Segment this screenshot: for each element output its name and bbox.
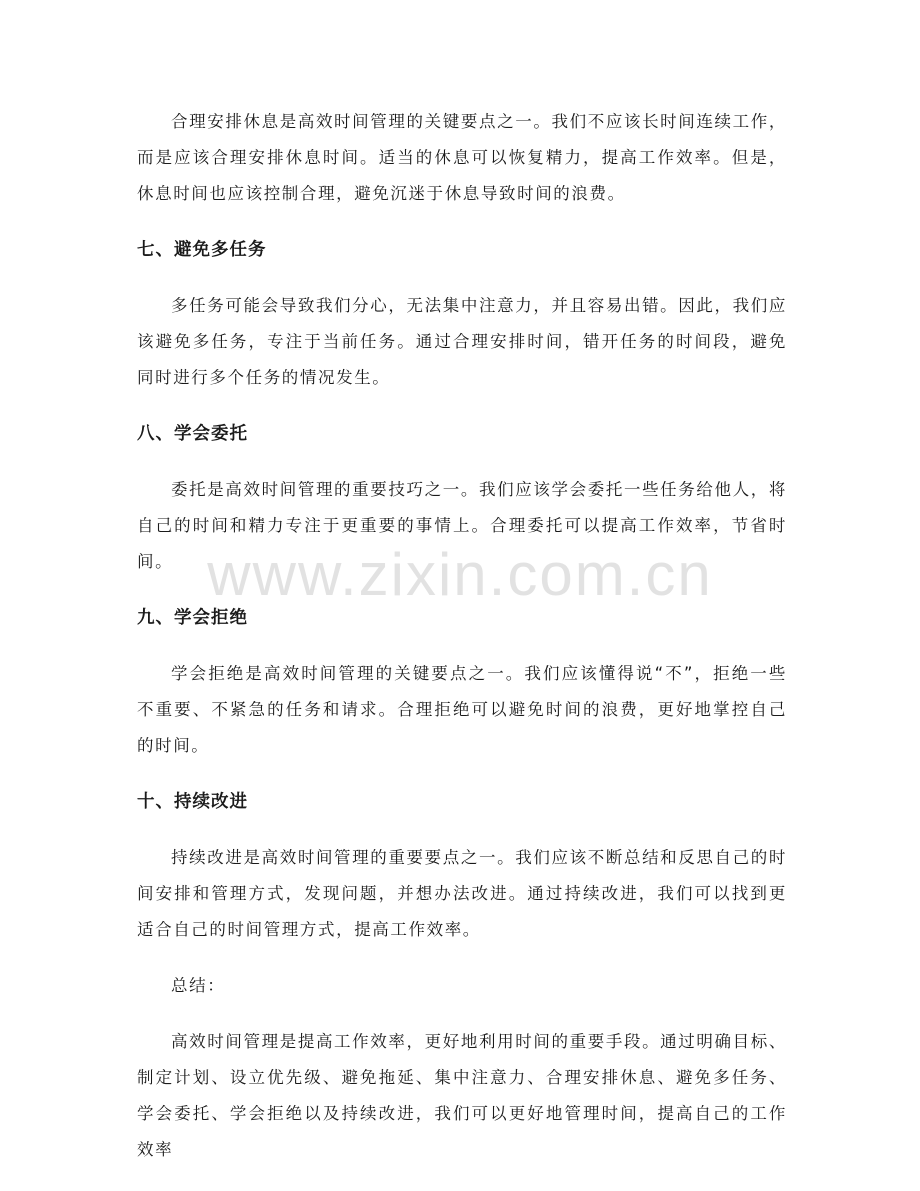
paragraph-rest-arrangement: 合理安排休息是高效时间管理的关键要点之一。我们不应该长时间连续工作，而是应该合理安排休息时间。适当的休息可以恢复精力，提高工作效率。但是，休息时间也应该控制合理，避免沉迷于休息导致时间的浪费。 (137, 112, 787, 203)
section-heading-delegation: 八、学会委托 (137, 424, 248, 444)
paragraph-avoid-multitasking: 多任务可能会导致我们分心，无法集中注意力，并且容易出错。因此，我们应该避免多任务，专注于当前任务。通过合理安排时间，错开任务的时间段，避免同时进行多个任务的情况发生。 (137, 296, 787, 387)
watermark-text: www.zixin.com.cn (207, 541, 713, 608)
summary-label: 总结： (171, 976, 226, 995)
document-body (137, 104, 787, 1168)
paragraph-summary: 高效时间管理是提高工作效率，更好地利用时间的重要手段。通过明确目标、制定计划、设立优先级、避免拖延、集中注意力、合理安排休息、避免多任务、学会委托、学会拒绝以及持续改进，我们可以更好地管理时间，提高自己的工作效率 (137, 1032, 787, 1159)
section-heading-avoid-multitasking: 七、避免多任务 (137, 240, 267, 260)
paragraph-refusal: 学会拒绝是高效时间管理的关键要点之一。我们应该懂得说“不”，拒绝一些不重要、不紧急的任务和请求。合理拒绝可以避免时间的浪费，更好地掌控自己的时间。 (137, 664, 787, 755)
section-heading-continuous-improvement: 十、持续改进 (137, 792, 248, 812)
paragraph-continuous-improvement: 持续改进是高效时间管理的重要要点之一。我们应该不断总结和反思自己的时间安排和管理方式，发现问题，并想办法改进。通过持续改进，我们可以找到更适合自己的时间管理方式，提高工作效率。 (137, 848, 787, 939)
paragraph-delegation: 委托是高效时间管理的重要技巧之一。我们应该学会委托一些任务给他人，将自己的时间和精力专注于更重要的事情上。合理委托可以提高工作效率，节省时间。 (137, 480, 787, 571)
section-heading-refusal: 九、学会拒绝 (137, 608, 248, 628)
